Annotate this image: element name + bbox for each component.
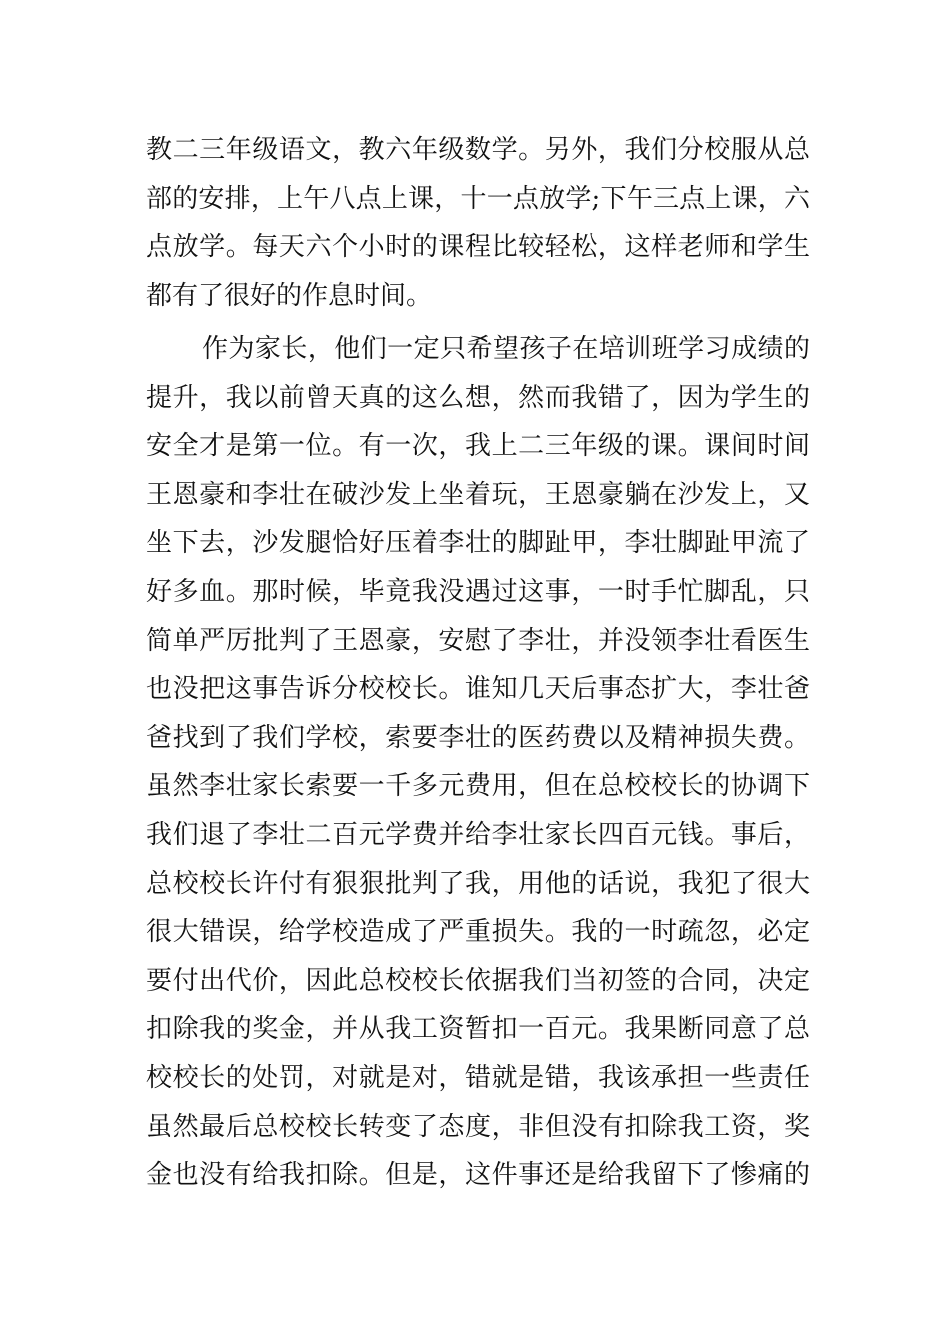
text-line: 要付出代价，因此总校校长依据我们当初签的合同，决定 bbox=[146, 965, 810, 996]
text-line: 点放学。每天六个小时的课程比较轻松，这样老师和学生 bbox=[146, 232, 810, 263]
text-line: 也没把这事告诉分校校长。谁知几天后事态扩大，李壮爸 bbox=[146, 674, 810, 705]
text-line: 金也没有给我扣除。但是，这件事还是给我留下了惨痛的 bbox=[146, 1160, 810, 1191]
text-line: 校校长的处罚，对就是对，错就是错，我该承担一些责任 bbox=[146, 1062, 810, 1093]
text-line: 作为家长，他们一定只希望孩子在培训班学习成绩的 bbox=[202, 334, 810, 364]
text-line: 虽然李壮家长索要一千多元费用，但在总校校长的协调下 bbox=[146, 771, 810, 802]
text-line: 王恩豪和李壮在破沙发上坐着玩，王恩豪躺在沙发上，又 bbox=[146, 479, 810, 510]
paragraph-2 bbox=[146, 325, 810, 1200]
text-line: 扣除我的奖金，并从我工资暂扣一百元。我果断同意了总 bbox=[146, 1014, 810, 1045]
text-line: 很大错误，给学校造成了严重损失。我的一时疏忽，必定 bbox=[146, 917, 810, 948]
text-line: 爸找到了我们学校，索要李壮的医药费以及精神损失费。 bbox=[146, 722, 810, 753]
text-line: 教二三年级语文，教六年级数学。另外，我们分校服从总 bbox=[146, 135, 810, 165]
text-line: 我们退了李壮二百元学费并给李壮家长四百元钱。事后， bbox=[146, 819, 810, 850]
paragraph-1 bbox=[146, 126, 810, 320]
text-line: 都有了很好的作息时间。 bbox=[146, 280, 433, 311]
text-line: 提升，我以前曾天真的这么想，然而我错了，因为学生的 bbox=[146, 382, 810, 413]
text-line: 坐下去，沙发腿恰好压着李壮的脚趾甲，李壮脚趾甲流了 bbox=[146, 528, 810, 559]
text-line: 简单严厉批判了王恩豪，安慰了李壮，并没领李壮看医生 bbox=[146, 625, 810, 656]
text-line: 好多血。那时候，毕竟我没遇过这事，一时手忙脚乱，只 bbox=[146, 576, 810, 607]
text-line: 安全才是第一位。有一次，我上二三年级的课。课间时间 bbox=[146, 431, 810, 462]
text-line: 总校校长许付有狠狠批判了我，用他的话说，我犯了很大 bbox=[146, 868, 810, 899]
text-line: 虽然最后总校校长转变了态度，非但没有扣除我工资，奖 bbox=[146, 1111, 810, 1142]
text-line: 部的安排，上午八点上课，十一点放学;下午三点上课，六 bbox=[146, 183, 810, 214]
